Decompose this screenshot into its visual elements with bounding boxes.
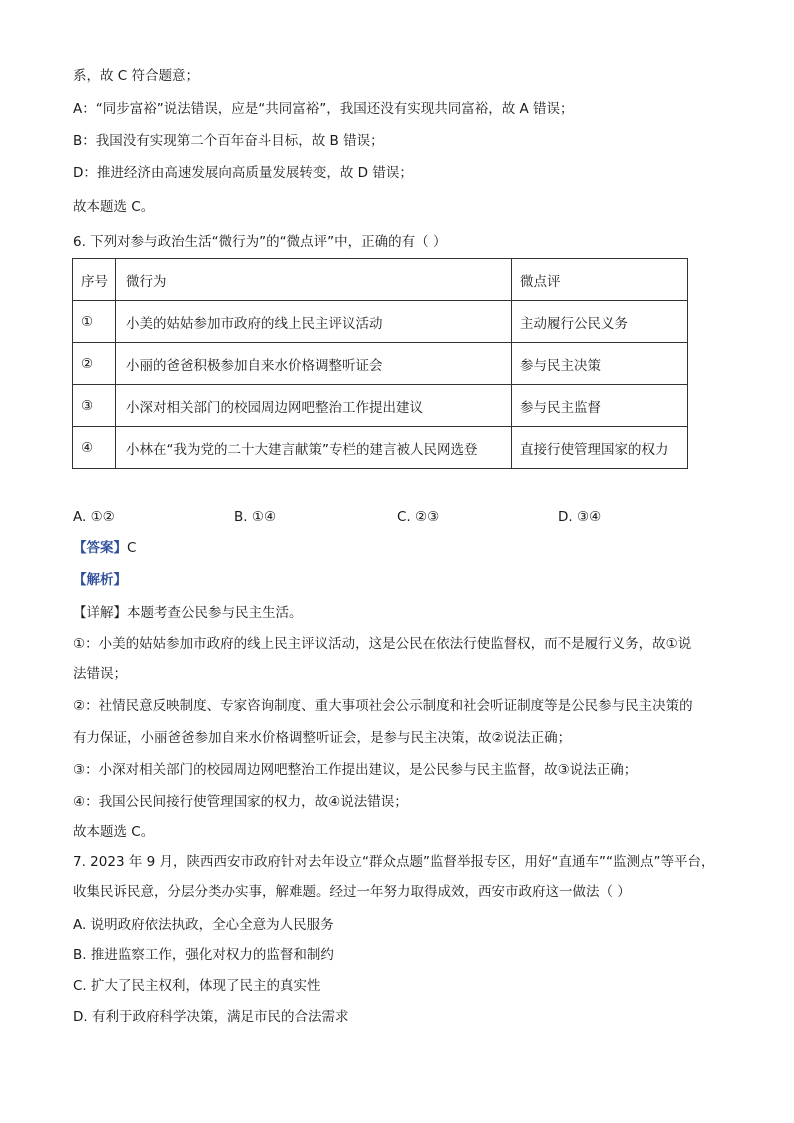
q6-conclusion: 故本题选 C。 (73, 824, 155, 840)
row-index: ② (73, 343, 116, 385)
row-behavior: 小深对相关部门的校园周边网吧整治工作提出建议 (116, 385, 512, 427)
answer-value: C (127, 540, 137, 556)
prev-explanation-line-1: 系，故 C 符合题意； (73, 68, 200, 84)
detail-line (73, 604, 303, 622)
table-row (73, 427, 688, 469)
q7-option-c: C. 扩大了民主权利，体现了民主的真实性 (73, 978, 321, 994)
table-row (73, 385, 688, 427)
row-comment: 直接行使管理国家的权力 (512, 427, 688, 469)
row-index: ③ (73, 385, 116, 427)
header-index: 序号 (73, 259, 116, 301)
row-index: ① (73, 301, 116, 343)
explanation-3: ③：小深对相关部门的校园周边网吧整治工作提出建议，是公民参与民主监督，故③说法正确； (73, 762, 638, 778)
detail-label: 【详解】 (73, 605, 127, 621)
explanation-2-line-1: ②：社情民意反映制度、专家咨询制度、重大事项社会公示制度和社会听证制度等是公民参与民主决策的 (73, 698, 693, 714)
answer-label: 【答案】 (73, 540, 127, 556)
q6-option-d: D. ③④ (558, 509, 602, 525)
row-behavior: 小林在“我为党的二十大建言献策”专栏的建言被人民网选登 (116, 427, 512, 469)
prev-conclusion: 故本题选 C。 (73, 199, 155, 215)
table-row (73, 343, 688, 385)
q7-option-a: A. 说明政府依法执政，全心全意为人民服务 (73, 917, 334, 933)
prev-explanation-line-4: D：推进经济由高速发展向高质量发展转变，故 D 错误； (73, 165, 413, 181)
row-behavior: 小美的姑姑参加市政府的线上民主评议活动 (116, 301, 512, 343)
q6-option-c: C. ②③ (397, 509, 440, 525)
row-comment: 参与民主决策 (512, 343, 688, 385)
answer-line (73, 539, 136, 557)
explanation-1-line-1: ①：小美的姑姑参加市政府的线上民主评议活动，这是公民在依法行使监督权，而不是履行义务，故①说 (73, 636, 692, 652)
q7-option-b: B. 推进监察工作，强化对权力的监督和制约 (73, 947, 334, 963)
q7-option-d: D. 有利于政府科学决策，满足市民的合法需求 (73, 1009, 349, 1025)
row-comment: 主动履行公民义务 (512, 301, 688, 343)
row-comment: 参与民主监督 (512, 385, 688, 427)
table-header-row (73, 259, 688, 301)
q6-option-b: B. ①④ (234, 509, 277, 525)
header-micro-comment: 微点评 (512, 259, 688, 301)
q7-stem-line-1: 7. 2023 年 9 月，陕西西安市政府针对去年设立“群众点题”监督举报专区，用好“直通车”“监测点”等平台， (73, 854, 715, 870)
prev-explanation-line-3: B：我国没有实现第二个百年奋斗目标，故 B 错误； (73, 133, 384, 149)
table-row (73, 301, 688, 343)
explanation-1-line-2: 法错误； (73, 666, 127, 682)
header-micro-behavior: 微行为 (116, 259, 512, 301)
explanation-4: ④：我国公民间接行使管理国家的权力，故④说法错误； (73, 794, 408, 810)
prev-explanation-line-2: A：“同步富裕”说法错误，应是“共同富裕”，我国还没有实现共同富裕，故 A 错误； (73, 101, 574, 117)
q6-stem: 6. 下列对参与政治生活“微行为”的“微点评”中，正确的有（ ） (73, 234, 447, 250)
q6-option-a: A. ①② (73, 509, 115, 525)
row-behavior: 小丽的爸爸积极参加自来水价格调整听证会 (116, 343, 512, 385)
explanation-2-line-2: 有力保证，小丽爸爸参加自来水价格调整听证会，是参与民主决策，故②说法正确； (73, 730, 572, 746)
analysis-label: 【解析】 (73, 572, 127, 588)
detail-intro: 本题考查公民参与民主生活。 (127, 605, 303, 621)
q7-stem-line-2: 收集民诉民意，分层分类办实事，解难题。经过一年努力取得成效，西安市政府这一做法（ ） (73, 884, 631, 900)
row-index: ④ (73, 427, 116, 469)
q6-table (72, 258, 688, 469)
